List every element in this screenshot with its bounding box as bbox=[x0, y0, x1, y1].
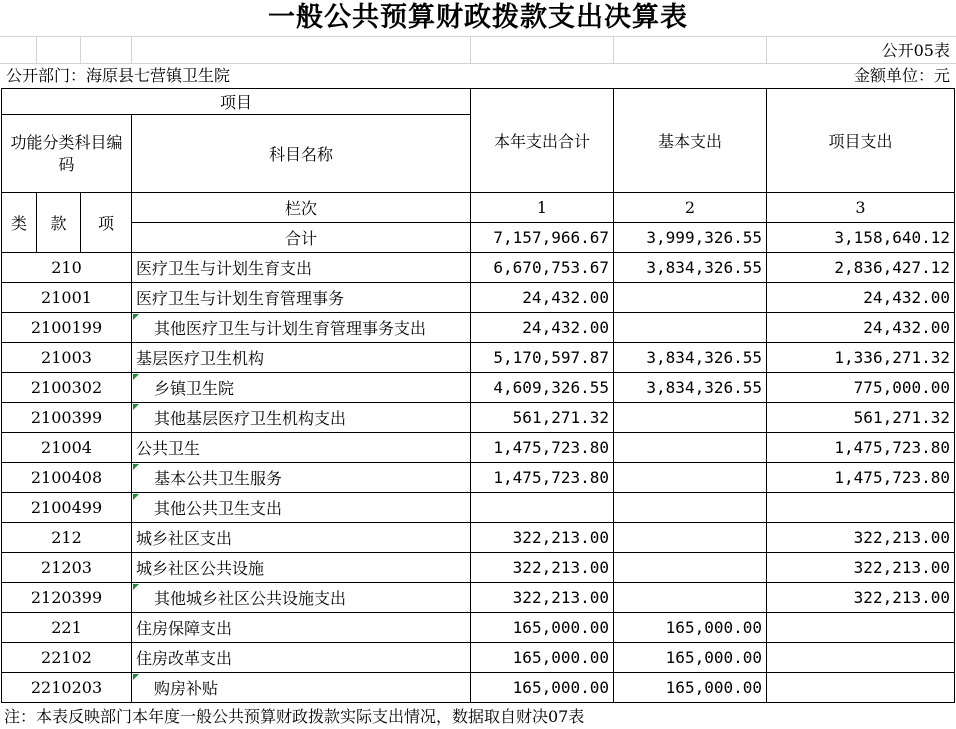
table-row bbox=[2, 373, 955, 403]
column-number-3: 3 bbox=[767, 193, 955, 223]
column-number-1: 1 bbox=[471, 193, 614, 223]
subject-name: 基层医疗卫生机构 bbox=[132, 343, 471, 373]
table-row bbox=[2, 313, 955, 343]
basic-amount bbox=[614, 463, 767, 493]
total-amount: 1,475,723.80 bbox=[471, 463, 614, 493]
basic-amount bbox=[614, 493, 767, 523]
subject-name: 公共卫生 bbox=[132, 433, 471, 463]
subject-code: 2120399 bbox=[2, 583, 132, 613]
total-amount: 24,432.00 bbox=[471, 283, 614, 313]
table-row bbox=[2, 253, 955, 283]
total-amount: 322,213.00 bbox=[471, 583, 614, 613]
subject-name: 医疗卫生与计划生育管理事务 bbox=[132, 283, 471, 313]
subject-code: 21001 bbox=[2, 283, 132, 313]
project-amount bbox=[767, 673, 955, 703]
currency-unit-label: 金额单位：元 bbox=[853, 66, 950, 85]
subject-code: 21003 bbox=[2, 343, 132, 373]
project-amount: 24,432.00 bbox=[767, 313, 955, 343]
header-func-code: 功能分类科目编码 bbox=[2, 115, 132, 193]
project-amount bbox=[767, 643, 955, 673]
project-amount: 24,432.00 bbox=[767, 283, 955, 313]
total-amount: 4,609,326.55 bbox=[471, 373, 614, 403]
basic-amount bbox=[614, 313, 767, 343]
table-row bbox=[2, 493, 955, 523]
header-basic: 基本支出 bbox=[614, 89, 767, 193]
total-amount: 165,000.00 bbox=[471, 613, 614, 643]
total-amount bbox=[471, 493, 614, 523]
subject-code: 21004 bbox=[2, 433, 132, 463]
table-row bbox=[2, 583, 955, 613]
form-number: 公开05表 bbox=[881, 41, 950, 60]
subject-name: 其他基层医疗卫生机构支出 bbox=[132, 403, 471, 433]
table-row bbox=[2, 673, 955, 703]
subject-code: 2100399 bbox=[2, 403, 132, 433]
summary-basic: 3,999,326.55 bbox=[614, 223, 767, 253]
summary-label: 合计 bbox=[132, 223, 471, 253]
table-row bbox=[2, 343, 955, 373]
header-xiang: 项 bbox=[81, 193, 132, 253]
basic-amount: 3,834,326.55 bbox=[614, 343, 767, 373]
subject-code: 221 bbox=[2, 613, 132, 643]
table-row bbox=[2, 553, 955, 583]
subject-name: 住房保障支出 bbox=[132, 613, 471, 643]
project-amount: 322,213.00 bbox=[767, 583, 955, 613]
subject-code: 2100499 bbox=[2, 493, 132, 523]
header-item: 项目 bbox=[2, 89, 471, 115]
total-amount: 322,213.00 bbox=[471, 523, 614, 553]
basic-amount bbox=[614, 583, 767, 613]
subject-name: 其他医疗卫生与计划生育管理事务支出 bbox=[132, 313, 471, 343]
project-amount: 775,000.00 bbox=[767, 373, 955, 403]
header-subject-name: 科目名称 bbox=[132, 115, 471, 193]
subject-code: 2210203 bbox=[2, 673, 132, 703]
total-amount: 165,000.00 bbox=[471, 643, 614, 673]
project-amount: 1,475,723.80 bbox=[767, 463, 955, 493]
subject-code: 2100199 bbox=[2, 313, 132, 343]
column-number-2: 2 bbox=[614, 193, 767, 223]
project-amount: 322,213.00 bbox=[767, 553, 955, 583]
subject-name: 其他城乡社区公共设施支出 bbox=[132, 583, 471, 613]
project-amount: 1,336,271.32 bbox=[767, 343, 955, 373]
basic-amount bbox=[614, 433, 767, 463]
footnote: 注：本表反映部门本年度一般公共预算财政拨款实际支出情况，数据取自财决07表 bbox=[4, 707, 585, 726]
summary-total: 7,157,966.67 bbox=[471, 223, 614, 253]
table-row bbox=[2, 433, 955, 463]
project-amount bbox=[767, 613, 955, 643]
project-amount bbox=[767, 493, 955, 523]
total-amount: 6,670,753.67 bbox=[471, 253, 614, 283]
department-label: 公开部门：海原县七营镇卫生院 bbox=[6, 66, 231, 85]
subject-code: 2100302 bbox=[2, 373, 132, 403]
total-amount: 561,271.32 bbox=[471, 403, 614, 433]
table-row bbox=[2, 463, 955, 493]
total-amount: 322,213.00 bbox=[471, 553, 614, 583]
header-kuan: 款 bbox=[37, 193, 81, 253]
basic-amount: 165,000.00 bbox=[614, 643, 767, 673]
total-amount: 165,000.00 bbox=[471, 673, 614, 703]
subject-name: 其他公共卫生支出 bbox=[132, 493, 471, 523]
subject-name: 乡镇卫生院 bbox=[132, 373, 471, 403]
summary-project: 3,158,640.12 bbox=[767, 223, 955, 253]
page-title: 一般公共预算财政拨款支出决算表 bbox=[268, 2, 688, 33]
basic-amount bbox=[614, 553, 767, 583]
subject-code: 212 bbox=[2, 523, 132, 553]
subject-name: 城乡社区支出 bbox=[132, 523, 471, 553]
column-number-label: 栏次 bbox=[132, 193, 471, 223]
table-row bbox=[2, 643, 955, 673]
subject-name: 医疗卫生与计划生育支出 bbox=[132, 253, 471, 283]
total-amount: 1,475,723.80 bbox=[471, 433, 614, 463]
basic-amount bbox=[614, 523, 767, 553]
table-row bbox=[2, 283, 955, 313]
total-amount: 5,170,597.87 bbox=[471, 343, 614, 373]
project-amount: 561,271.32 bbox=[767, 403, 955, 433]
header-project: 项目支出 bbox=[767, 89, 955, 193]
basic-amount bbox=[614, 283, 767, 313]
basic-amount: 3,834,326.55 bbox=[614, 253, 767, 283]
basic-amount: 3,834,326.55 bbox=[614, 373, 767, 403]
subject-code: 2100408 bbox=[2, 463, 132, 493]
subject-name: 住房改革支出 bbox=[132, 643, 471, 673]
subject-code: 210 bbox=[2, 253, 132, 283]
basic-amount: 165,000.00 bbox=[614, 613, 767, 643]
table-row bbox=[2, 523, 955, 553]
table-row bbox=[2, 403, 955, 433]
header-total: 本年支出合计 bbox=[471, 89, 614, 193]
project-amount: 1,475,723.80 bbox=[767, 433, 955, 463]
subject-name: 城乡社区公共设施 bbox=[132, 553, 471, 583]
table-row bbox=[2, 613, 955, 643]
subject-code: 22102 bbox=[2, 643, 132, 673]
header-lei: 类 bbox=[2, 193, 37, 253]
project-amount: 2,836,427.12 bbox=[767, 253, 955, 283]
subject-code: 21203 bbox=[2, 553, 132, 583]
expenditure-table bbox=[1, 88, 955, 703]
project-amount: 322,213.00 bbox=[767, 523, 955, 553]
basic-amount: 165,000.00 bbox=[614, 673, 767, 703]
total-amount: 24,432.00 bbox=[471, 313, 614, 343]
subject-name: 基本公共卫生服务 bbox=[132, 463, 471, 493]
subject-name: 购房补贴 bbox=[132, 673, 471, 703]
basic-amount bbox=[614, 403, 767, 433]
